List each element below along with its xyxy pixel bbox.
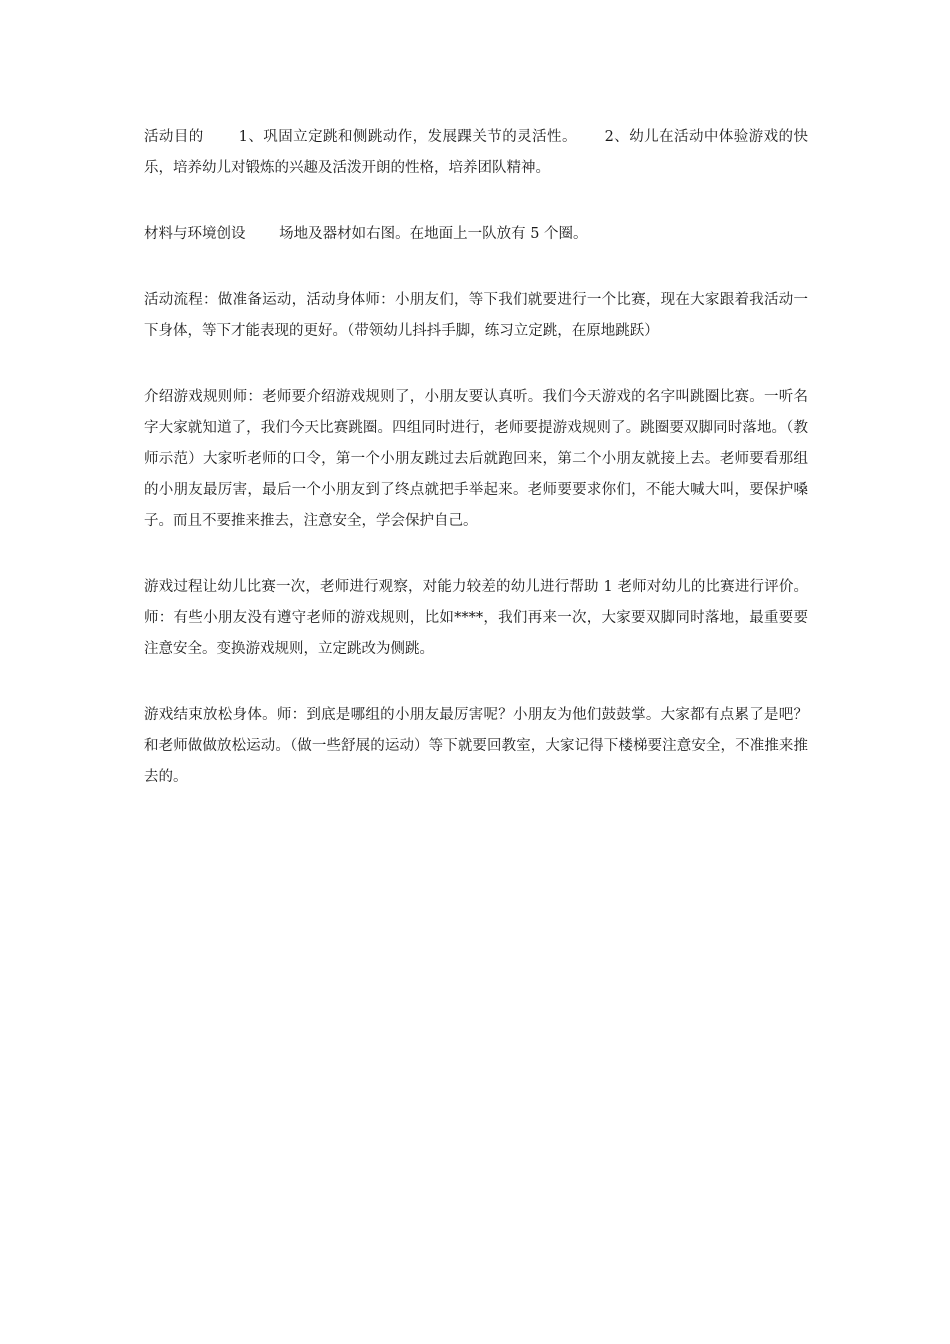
paragraph-activity-flow: 活动流程：做准备运动，活动身体师：小朋友们，等下我们就要进行一个比赛，现在大家跟着我活动一下身体，等下才能表现的更好。（带领幼儿抖抖手脚，练习立定跳，在原地跳跃） <box>144 292 808 339</box>
paragraph-game-rules: 介绍游戏规则师：老师要介绍游戏规则了，小朋友要认真听。我们今天游戏的名字叫跳圈比赛。一听名字大家就知道了，我们今天比赛跳圈。四组同时进行，老师要提游戏规则了。跳圈要双脚同时落地。（教师示范）大家听老师的口令，第一个小朋友跳过去后就跑回来，第二个小朋友就接上去。老师要看那组的小朋友最厉害，最后一个小朋友到了终点就把手举起来。老师要要求你们，不能大喊大叫，要保护嗓子。而且不要推来推去，注意安全，学会保护自己。 <box>144 389 808 529</box>
paragraph-game-process: 游戏过程让幼儿比赛一次，老师进行观察，对能力较差的幼儿进行帮助 1 老师对幼儿的比赛进行评价。师：有些小朋友没有遵守老师的游戏规则，比如****，我们再来一次，大家要双脚同时落地，最重要要注意安全。变换游戏规则，立定跳改为侧跳。 <box>144 579 808 657</box>
paragraph-materials: 材料与环境创设 场地及器材如右图。在地面上一队放有 5 个圈。 <box>144 226 588 242</box>
paragraph-game-end: 游戏结束放松身体。师：到底是哪组的小朋友最厉害呢？小朋友为他们鼓鼓掌。大家都有点累了是吧？和老师做做放松运动。（做一些舒展的运动）等下就要回教室，大家记得下楼梯要注意安全，不准推来推去的。 <box>144 707 808 785</box>
document-page <box>144 122 808 828</box>
paragraph-activity-goal: 活动目的 1、巩固立定跳和侧跳动作，发展踝关节的灵活性。 2、幼儿在活动中体验游戏的快乐，培养幼儿对锻炼的兴趣及活泼开朗的性格，培养团队精神。 <box>144 129 808 176</box>
